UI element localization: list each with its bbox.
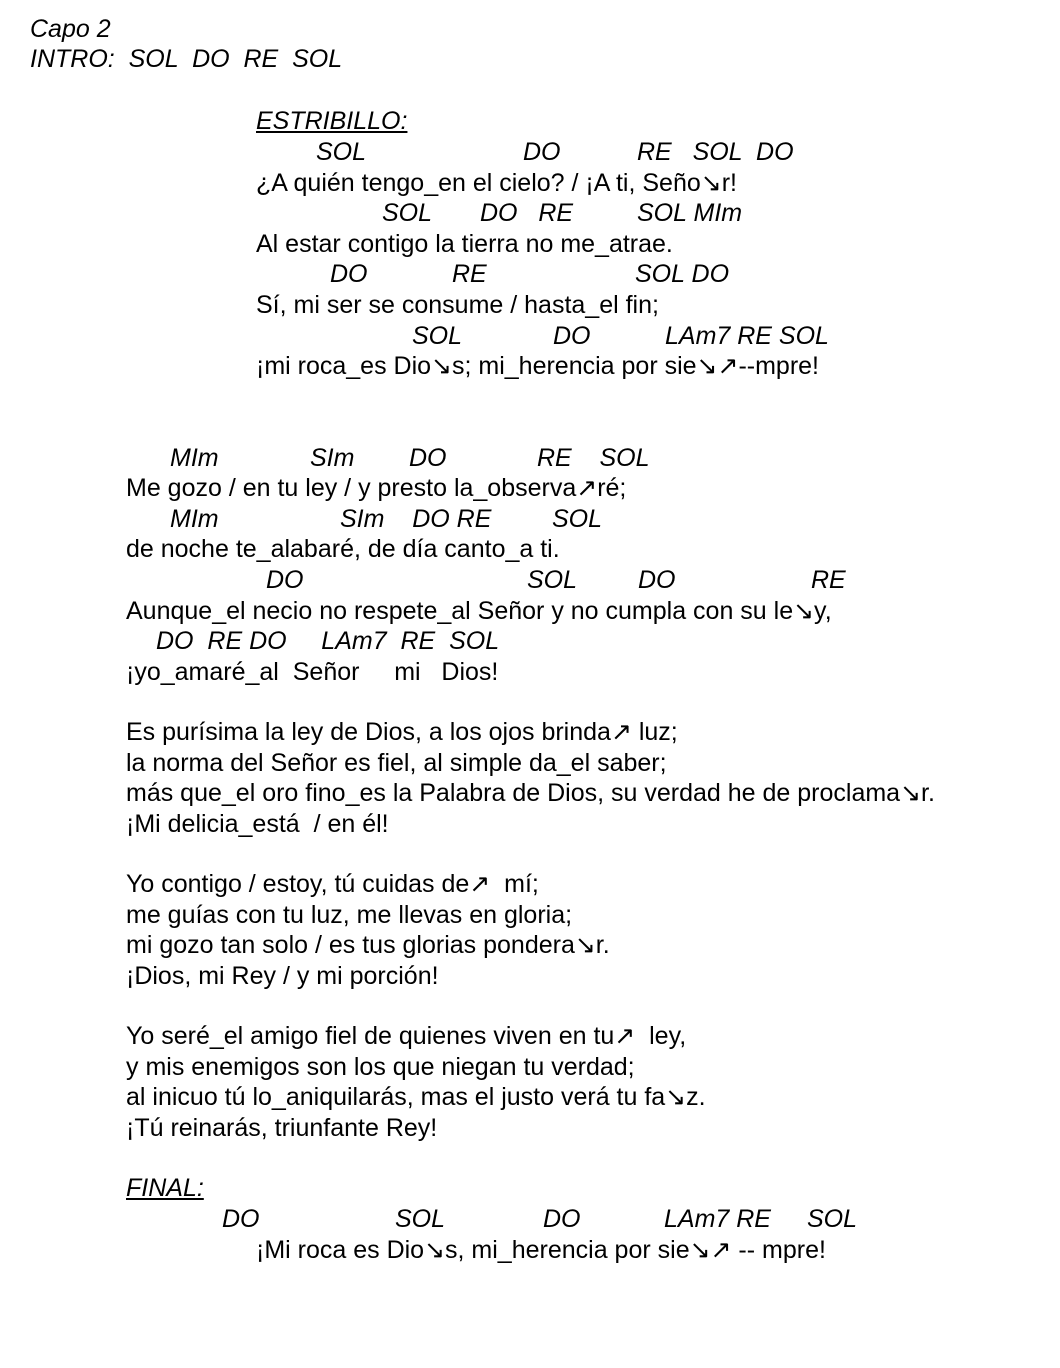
chord: SOL: [807, 1205, 858, 1233]
lyric-line: ¿A quién tengo_en el cielo? / ¡A ti, Seño↘r!: [256, 169, 737, 197]
chord: SIm DO RE: [340, 505, 492, 533]
chord: MIm: [170, 505, 219, 533]
chord: SOL: [395, 1205, 446, 1233]
lyric-line: me guías con tu luz, me llevas en gloria;: [126, 901, 573, 929]
lyric-line: ¡yo_amaré_al Señor mi Dios!: [126, 658, 499, 686]
lyric-line: ¡Tú reinarás, triunfante Rey!: [126, 1114, 438, 1142]
chord: DO: [553, 322, 591, 350]
chord: SOL: [552, 505, 603, 533]
chord: DO: [638, 566, 676, 594]
lyric-line: Yo contigo / estoy, tú cuidas de↗ mí;: [126, 870, 539, 898]
lyric-line: ¡mi roca_es Dio↘s; mi_herencia por sie↘↗--mpre!: [256, 352, 820, 380]
estribillo-heading: ESTRIBILLO:: [256, 107, 408, 135]
chord: RE: [452, 260, 487, 288]
lyric-line: Aunque_el necio no respete_al Señor y no cumpla con su le↘y,: [126, 597, 832, 625]
chord: SOL MIm: [637, 199, 743, 227]
chord: DO: [330, 260, 368, 288]
lyric-line: la norma del Señor es fiel, al simple da_el saber;: [126, 749, 667, 777]
lyric-line: Al estar contigo la tierra no me_atrae.: [256, 230, 673, 258]
chord: DO: [222, 1205, 260, 1233]
chord: DO: [409, 444, 447, 472]
chord: SOL: [316, 138, 367, 166]
final-heading: FINAL:: [126, 1174, 204, 1202]
chord: RE SOL DO: [637, 138, 794, 166]
lyric-line: Es purísima la ley de Dios, a los ojos brinda↗ luz;: [126, 718, 678, 746]
lyric-line: ¡Dios, mi Rey / y mi porción!: [126, 962, 439, 990]
lyric-line: mi gozo tan solo / es tus glorias pondera↘r.: [126, 931, 610, 959]
chord: DO: [266, 566, 304, 594]
chord: RE: [811, 566, 846, 594]
lyric-line: Yo seré_el amigo fiel de quienes viven en tu↗ ley,: [126, 1022, 687, 1050]
chord: SOL: [527, 566, 578, 594]
lyric-line: ¡Mi delicia_está / en él!: [126, 810, 389, 838]
chord: SOL: [382, 199, 433, 227]
chord: DO: [543, 1205, 581, 1233]
lyric-line: Me gozo / en tu ley / y presto la_observa↗ré;: [126, 474, 627, 502]
lyric-line: más que_el oro fino_es la Palabra de Dios, su verdad he de proclama↘r.: [126, 779, 935, 807]
lyric-line: ¡Mi roca es Dio↘s, mi_herencia por sie↘↗ -- mpre!: [256, 1236, 826, 1264]
chord: DO RE DO LAm7 RE SOL: [156, 627, 500, 655]
chord: SIm: [310, 444, 355, 472]
lyric-line: Sí, mi ser se consume / hasta_el fin;: [256, 291, 659, 319]
intro-chords: INTRO: SOL DO RE SOL: [30, 45, 343, 73]
chord: LAm7 RE SOL: [665, 322, 829, 350]
chord: RE SOL: [537, 444, 650, 472]
chord: SOL: [412, 322, 463, 350]
chord: SOL DO: [635, 260, 730, 288]
lyric-line: al inicuo tú lo_aniquilarás, mas el justo verá tu fa↘z.: [126, 1083, 706, 1111]
lyric-line: y mis enemigos son los que niegan tu verdad;: [126, 1053, 635, 1081]
chord: DO RE: [480, 199, 574, 227]
chord: LAm7 RE: [664, 1205, 771, 1233]
capo-label: Capo 2: [30, 15, 111, 43]
lyric-line: de noche te_alabaré, de día canto_a ti.: [126, 535, 560, 563]
chord: DO: [523, 138, 561, 166]
chord: MIm: [170, 444, 219, 472]
